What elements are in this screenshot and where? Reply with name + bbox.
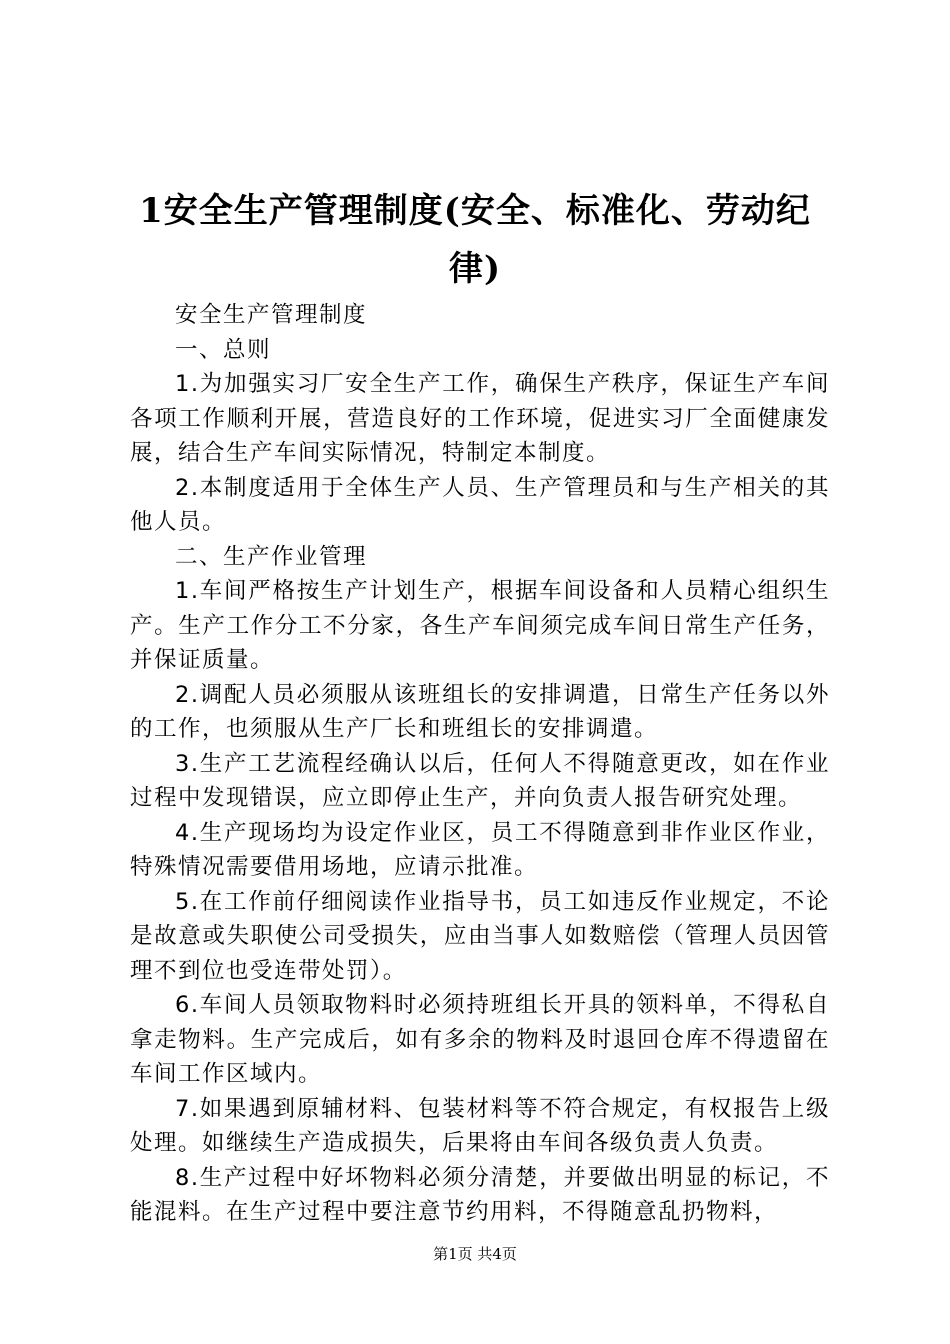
paragraph: 5.在工作前仔细阅读作业指导书，员工如违反作业规定，不论是故意或失职使公司受损失，应由当事人如数赔偿（管理人员因管理不到位也受连带处罚）。	[130, 888, 830, 984]
document-body	[130, 298, 830, 1230]
section-heading: 安全生产管理制度	[175, 302, 368, 328]
section-heading: 一、总则	[175, 336, 272, 363]
page-footer: 第1页 共4页	[433, 1245, 517, 1263]
paragraph: 2.本制度适用于全体生产人员、生产管理员和与生产相关的其他人员。	[130, 474, 830, 535]
paragraph: 6.车间人员领取物料时必须持班组长开具的领料单，不得私自拿走物料。生产完成后，如有多余的物料及时退回仓库不得遗留在车间工作区域内。	[130, 992, 830, 1087]
paragraph: 3.生产工艺流程经确认以后，任何人不得随意更改，如在作业过程中发现错误，应立即停止生产，并向负责人报告研究处理。	[130, 750, 830, 811]
document-title: 1安全生产管理制度(安全、标准化、劳动纪律)	[139, 191, 811, 289]
paragraph: 4.生产现场均为设定作业区，员工不得随意到非作业区作业，特殊情况需要借用场地，应请示批准。	[130, 819, 830, 880]
section-heading: 二、生产作业管理	[175, 543, 368, 570]
paragraph: 2.调配人员必须服从该班组长的安排调遣，日常生产任务以外的工作，也须服从生产厂长和班组长的安排调遣。	[130, 681, 830, 742]
paragraph: 7.如果遇到原辅材料、包装材料等不符合规定，有权报告上级处理。如继续生产造成损失，后果将由车间各级负责人负责。	[130, 1095, 830, 1156]
paragraph: 1.车间严格按生产计划生产，根据车间设备和人员精心组织生产。生产工作分工不分家，各生产车间须完成车间日常生产任务，并保证质量。	[130, 578, 830, 673]
paragraph: 8.生产过程中好坏物料必须分清楚，并要做出明显的标记，不能混料。在生产过程中要注意节约用料，不得随意乱扔物料，	[130, 1164, 830, 1225]
paragraph: 1.为加强实习厂安全生产工作，确保生产秩序，保证生产车间各项工作顺利开展，营造良好的工作环境，促进实习厂全面健康发展，结合生产车间实际情况，特制定本制度。	[130, 371, 830, 466]
